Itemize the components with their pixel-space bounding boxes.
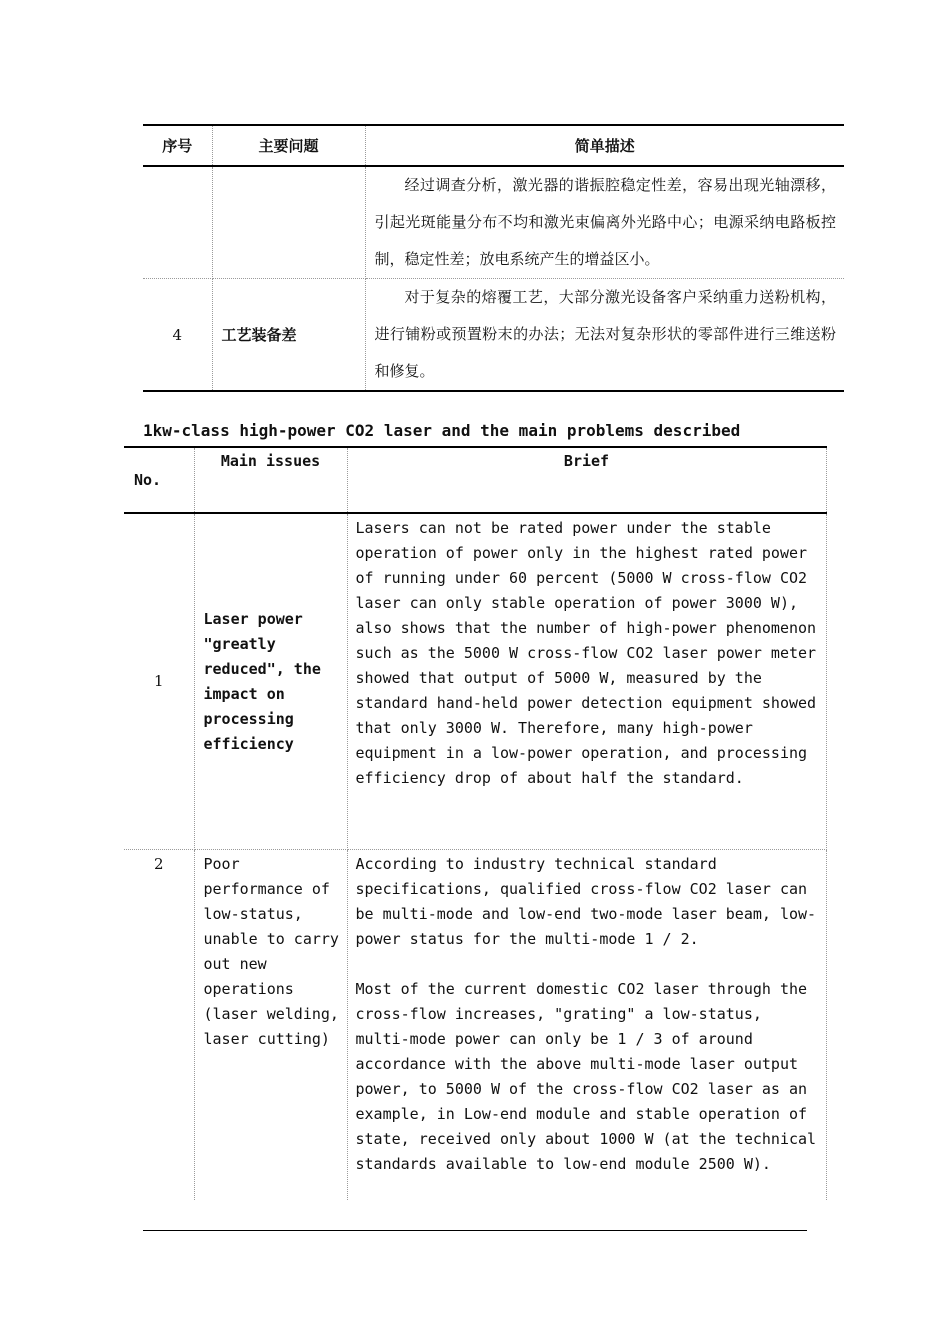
header-issue: Main issues (194, 447, 347, 513)
header-no: 序号 (143, 125, 212, 166)
row-issue: 工艺装备差 (212, 279, 365, 392)
table-header-row (143, 125, 844, 166)
row-brief (347, 850, 826, 1201)
problems-table-chinese (143, 124, 844, 392)
row-no: 4 (143, 279, 212, 392)
table-row (143, 166, 844, 279)
row-no (143, 166, 212, 279)
table-row (143, 279, 844, 392)
row-brief: Lasers can not be rated power under the stable operation of power only in the highest rated power of running under 60 percent (5000 W cross-flow CO2 laser can only stable operation of power 3000 W), also shows that the number of high-power phenomenon such as the 5000 W cross-flow CO2 laser power meter showed that output of 5000 W, measured by the standard hand-held power detection equipment showed that only 3000 W. Therefore, many high-power equipment in a low-power operation, and processing efficiency drop of about half the standard. (347, 513, 826, 850)
table-header-row (124, 447, 826, 513)
header-brief: Brief (347, 447, 826, 513)
row-no: 2 (124, 850, 194, 1201)
brief-paragraph: Most of the current domestic CO2 laser through the cross-flow increases, "grating" a low-status, multi-mode power can only be 1 / 3 of around accordance with the above multi-mode laser output power, to 5000 W of the cross-flow CO2 laser as an example, in Low-end module and stable operation of state, received only about 1000 W (at the technical standards available to low-end module 2500 W). (355, 980, 817, 1173)
row-issue: Poor performance of low-status, unable to carry out new operations (laser welding, laser cutting) (194, 850, 347, 1201)
paragraph-gap (356, 952, 820, 977)
row-issue (212, 166, 365, 279)
row-desc: 经过调查分析，激光器的谐振腔稳定性差，容易出现光轴漂移，引起光斑能量分布不均和激光束偏离外光路中心；电源采纳电路板控制，稳定性差；放电系统产生的增益区小。 (365, 166, 844, 279)
header-desc: 简单描述 (365, 125, 844, 166)
row-desc: 对于复杂的熔覆工艺，大部分激光设备客户采纳重力送粉机构，进行铺粉或预置粉末的办法；无法对复杂形状的零部件进行三维送粉和修复。 (365, 279, 844, 392)
footer-divider (143, 1230, 807, 1231)
table-caption: 1kw-class high-power CO2 laser and the main problems described (143, 421, 741, 440)
table-row (124, 513, 826, 850)
row-issue: Laser power "greatly reduced", the impact on processing efficiency (194, 513, 347, 850)
table-row (124, 850, 826, 1201)
header-no: No. (124, 447, 194, 513)
problems-table-english (124, 446, 827, 1200)
row-no: 1 (124, 513, 194, 850)
header-issue: 主要问题 (212, 125, 365, 166)
brief-paragraph: According to industry technical standard specifications, qualified cross-flow CO2 laser can be multi-mode and low-end two-mode laser beam, low-power status for the multi-mode 1 / 2. (355, 855, 817, 948)
